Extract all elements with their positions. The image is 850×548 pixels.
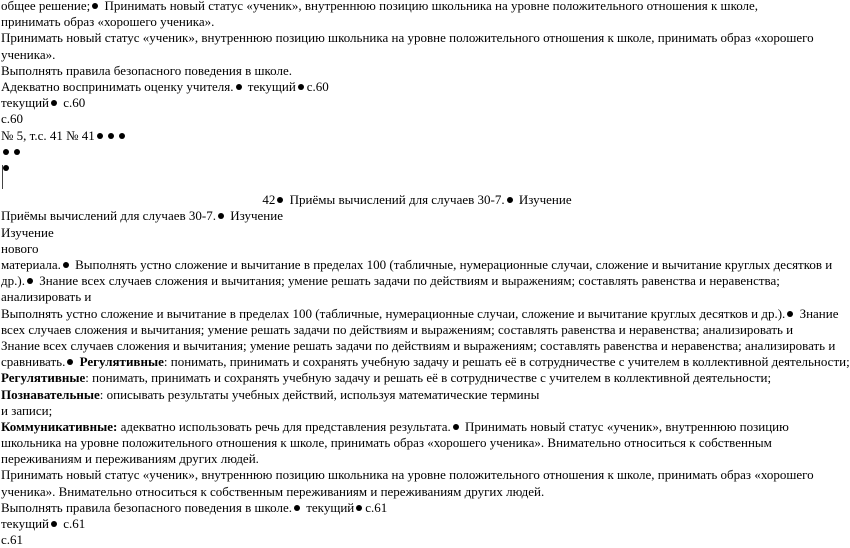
bullet-icon	[3, 149, 9, 155]
bullet-icon	[119, 133, 125, 139]
bullet-icon	[356, 505, 362, 511]
text-line: др.). Знание всех случаев сложения и вычитания; умение решать задачи по действиям и выражениям; составлять равенства и неравенства;	[1, 273, 780, 289]
text-line: № 5, т.с. 41 № 41	[1, 128, 813, 144]
bullet-line	[1, 160, 813, 176]
text-line: принимать образ «хорошего ученика».	[1, 14, 215, 30]
document-body	[1, 0, 850, 548]
text-line: нового	[1, 240, 39, 256]
bullet-icon	[3, 165, 9, 171]
bullet-icon	[67, 359, 73, 365]
text-line: сравнивать. Регулятивные: понимать, принимать и сохранять учебную задачу и решать её в сотрудничестве с учителем в коллективной деятельности;	[1, 354, 850, 370]
empty-line	[1, 176, 813, 192]
text-line: всех случаев сложения и вычитания; умение решать задачи по действиям и выражениям; составлять равенства и неравенства; анализировать и	[1, 321, 794, 337]
bullet-icon	[787, 311, 793, 317]
text-line: материала. Выполнять устно сложение и вычитание в пределах 100 (табличные, нумерационные случаи, сложение и вычитание круглых десятков и	[1, 257, 833, 272]
text-line: Регулятивные: понимать, принимать и сохранять учебную задачу и решать её в сотрудничестве с учителем в коллективной деятельности;	[1, 370, 772, 386]
lesson-heading: 42 Приёмы вычислений для случаев 30-7. Изучение	[262, 192, 572, 208]
text-line: с.60	[1, 111, 24, 127]
text-line: общее решение; Принимать новый статус «ученик», внутреннюю позицию школьника на уровне положительного отношения к школе,	[1, 0, 759, 13]
text-line: Принимать новый статус «ученик», внутреннюю позицию школьника на уровне положительного отношения к школе, принимать образ «хорошего	[1, 30, 814, 46]
text-line: Адекватно воспринимать оценку учителя. текущий с.60	[1, 78, 329, 94]
text-line: Приёмы вычислений для случаев 30-7. Изучение	[1, 208, 283, 224]
bullet-icon	[97, 133, 103, 139]
text-line: и записи;	[1, 402, 53, 418]
text-line: Выполнять устно сложение и вычитание в пределах 100 (табличные, нумерационные случаи, сложение и вычитание круглых десятков и др.). Знание	[1, 305, 839, 321]
text-line: Коммуникативные: адекватно использовать речь для представления результата. Принимать новый статус «ученик», внутреннюю позицию	[1, 418, 789, 434]
text-line: текущий с.60	[1, 95, 86, 111]
text-line: текущий с.61	[1, 516, 86, 531]
text-line: школьника на уровне положительного отношения к школе, принимать образ «хорошего ученика». Внимательно относиться к собственным	[1, 435, 772, 451]
text-line: ученика».	[1, 46, 56, 62]
bullet-line	[1, 144, 813, 160]
bullet-icon	[92, 3, 98, 9]
text-line: Знание всех случаев сложения и вычитания; умение решать задачи по действиям и выражениям; составлять равенства и неравенства; анализировать и	[1, 337, 836, 353]
bullet-icon	[277, 197, 283, 203]
bullet-icon	[298, 84, 304, 90]
bullet-icon	[63, 262, 69, 268]
bullet-icon	[294, 505, 300, 511]
bullet-icon	[51, 100, 57, 106]
text-line: с.61	[1, 532, 24, 548]
text-line: Выполнять правила безопасного поведения в школе.	[1, 62, 292, 78]
text-line: переживаниям и переживаниям других людей.	[1, 451, 259, 467]
bullet-icon	[236, 84, 242, 90]
bullet-icon	[14, 149, 20, 155]
text-line: ученика». Внимательно относиться к собственным переживаниям и переживаниям других людей.	[1, 483, 545, 499]
text-line: Выполнять правила безопасного поведения в школе. текущий с.61	[1, 499, 388, 515]
bullet-icon	[27, 278, 33, 284]
bullet-icon	[51, 521, 57, 527]
text-line: Познавательные: описывать результаты учебных действий, используя математические термины	[1, 386, 540, 402]
bullet-icon	[218, 213, 224, 219]
text-line: Изучение	[1, 224, 54, 240]
text-line: анализировать и	[1, 289, 92, 305]
bullet-icon	[507, 197, 513, 203]
bullet-icon	[108, 133, 114, 139]
bullet-icon	[453, 424, 459, 430]
text-line: Принимать новый статус «ученик», внутреннюю позицию школьника на уровне положительного отношения к школе, принимать образ «хорошего	[1, 467, 814, 483]
table-border-line	[2, 165, 3, 189]
